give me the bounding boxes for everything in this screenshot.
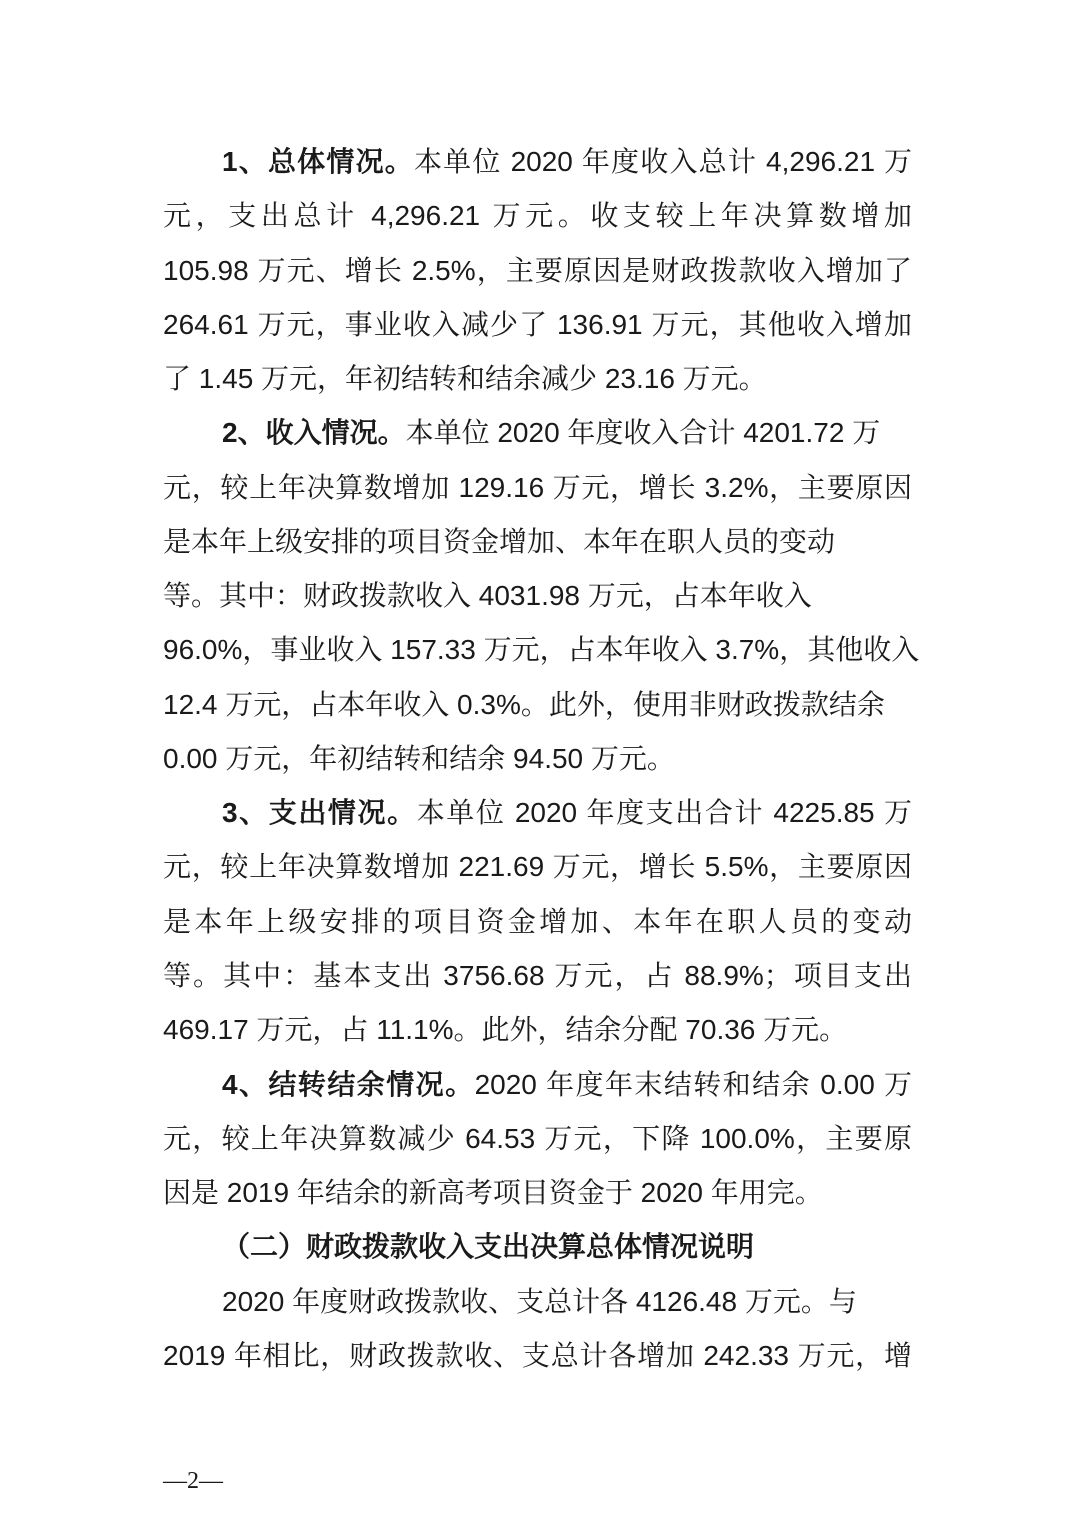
paragraph-line: 元，较上年决算数增加 129.16 万元，增长 3.2%，主要原因 — [163, 471, 912, 503]
paragraph-line: 2019 年相比，财政拨款收、支总计各增加 242.33 万元，增 — [163, 1339, 912, 1371]
paragraph-line: 0.00 万元，年初结转和结余 94.50 万元。 — [163, 742, 675, 774]
paragraph-line: 了 1.45 万元，年初结转和结余减少 23.16 万元。 — [163, 363, 767, 395]
paragraph-3-line-1 — [163, 786, 912, 840]
paragraph-1-lead: 1、总体情况。 — [222, 146, 414, 177]
paragraph-2-line-1 — [163, 406, 912, 460]
paragraph-4-lead: 4、结转结余情况。 — [222, 1068, 475, 1100]
paragraph-3-text: 本单位 2020 年度支出合计 4225.85 万 — [416, 797, 912, 829]
paragraph-line: 96.0%，事业收入 157.33 万元，占本年收入 3.7%，其他收入 — [163, 634, 920, 666]
paragraph-line: 105.98 万元、增长 2.5%，主要原因是财政拨款收入增加了 — [163, 254, 912, 286]
document-body — [163, 135, 920, 1383]
paragraph-line: 元，较上年决算数减少 64.53 万元，下降 100.0%，主要原 — [163, 1122, 912, 1154]
paragraph-line: 元，支出总计 4,296.21 万元。收支较上年决算数增加 — [163, 200, 912, 232]
paragraph-4-text: 2020 年度年末结转和结余 0.00 万 — [474, 1068, 912, 1100]
paragraph-line: 264.61 万元，事业收入减少了 136.91 万元，其他收入增加 — [163, 308, 912, 340]
paragraph-line: 469.17 万元，占 11.1%。此外，结余分配 70.36 万元。 — [163, 1014, 848, 1046]
paragraph-line: 2020 年度财政拨款收、支总计各 4126.48 万元。与 — [222, 1285, 857, 1317]
paragraph-2-lead: 2、收入情况。 — [222, 417, 406, 449]
paragraph-line: 等。其中：财政拨款收入 4031.98 万元，占本年收入 — [163, 580, 812, 612]
paragraph-line: 等。其中：基本支出 3756.68 万元，占 88.9%；项目支出 — [163, 959, 912, 991]
paragraph-line: 是本年上级安排的项目资金增加、本年在职人员的变动 — [163, 525, 836, 557]
paragraph-line: 元，较上年决算数增加 221.69 万元，增长 5.5%，主要原因 — [163, 851, 912, 883]
paragraph-3-lead: 3、支出情况。 — [222, 797, 417, 829]
paragraph-2-text: 本单位 2020 年度收入合计 4201.72 万 — [405, 417, 881, 449]
page-number: —2— — [163, 1468, 223, 1494]
paragraph-line: 因是 2019 年结余的新高考项目资金于 2020 年用完。 — [163, 1177, 823, 1209]
paragraph-4-line-1 — [163, 1058, 912, 1112]
paragraph-1-text: 本单位 2020 年度收入总计 4,296.21 万 — [413, 146, 912, 177]
paragraph-line: 是本年上级安排的项目资金增加、本年在职人员的变动 — [163, 905, 912, 937]
paragraph-1-line-1 — [163, 135, 912, 189]
paragraph-line: 12.4 万元，占本年收入 0.3%。此外，使用非财政拨款结余 — [163, 688, 885, 720]
section-heading: （二）财政拨款收入支出决算总体情况说明 — [222, 1231, 755, 1263]
